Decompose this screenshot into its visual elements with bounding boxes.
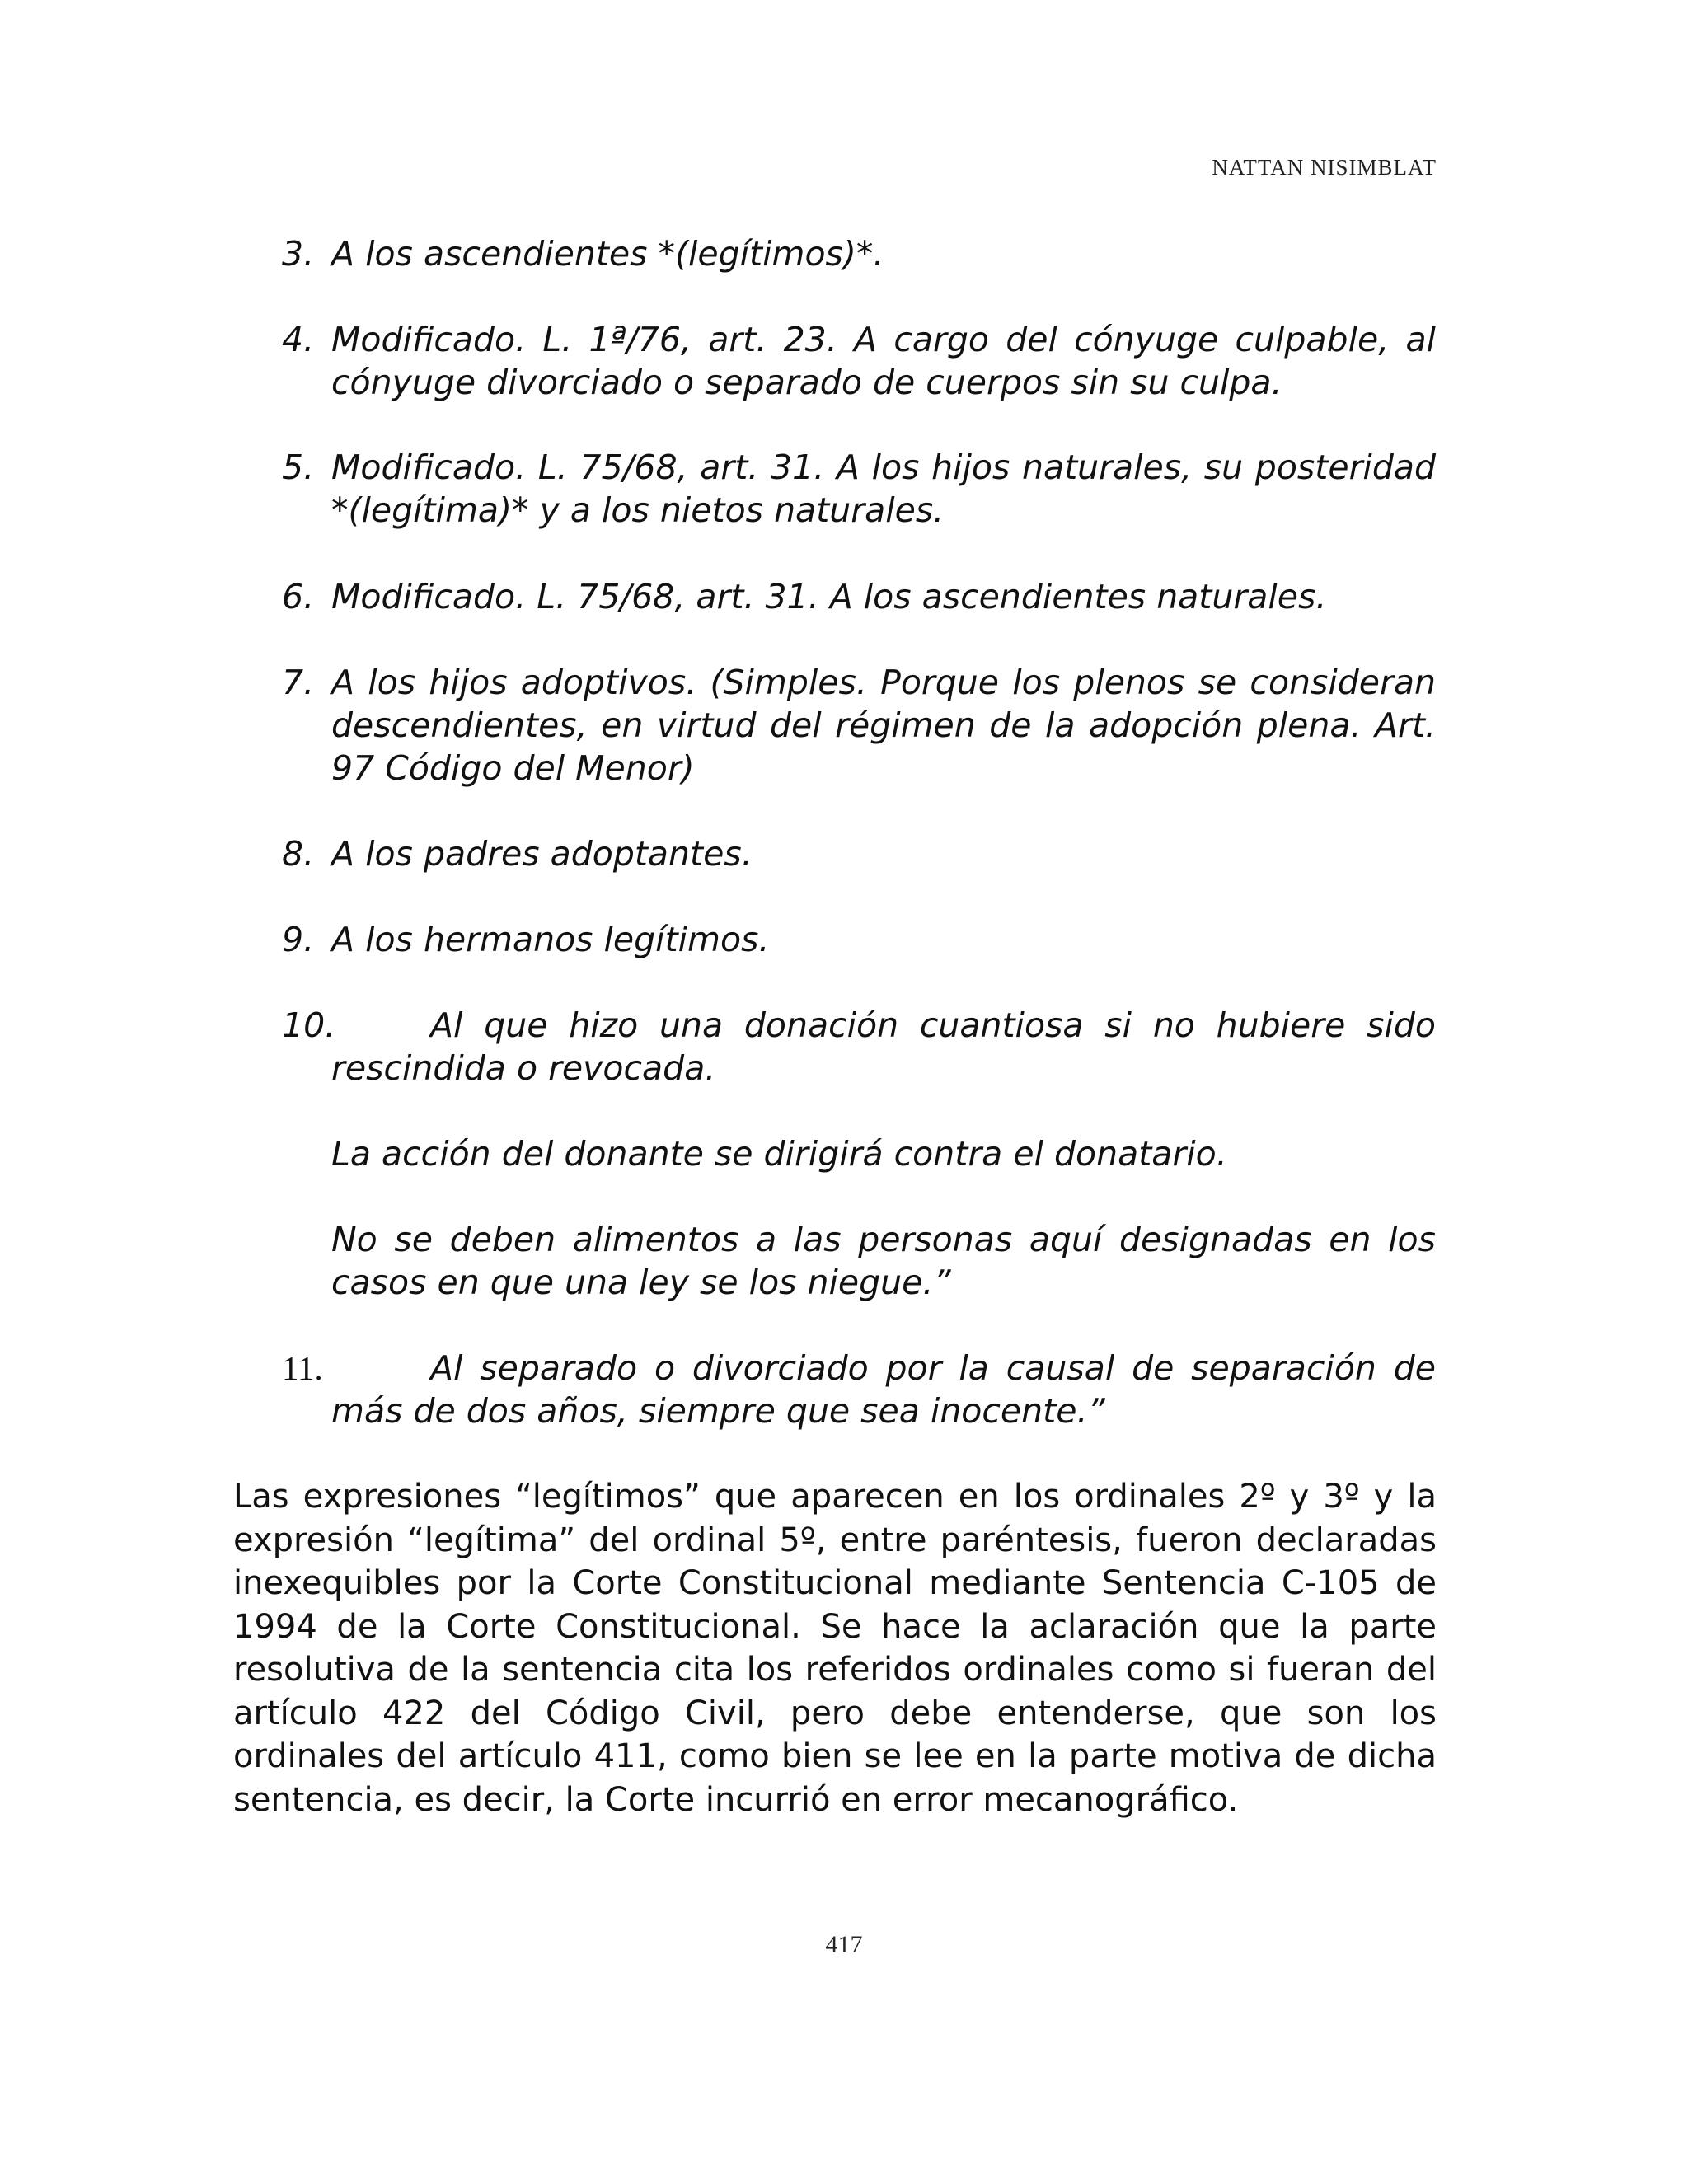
- list-item-6: [282, 575, 1436, 618]
- sub-paragraph: La acción del donante se dirigirá contra el donatario.: [331, 1134, 1227, 1174]
- list-number: 3.: [282, 234, 315, 274]
- list-text: Modificado. L. 75/68, art. 31. A los ascendientes naturales.: [331, 577, 1327, 616]
- list-number: 11.: [282, 1349, 323, 1387]
- list-text: Al que hizo una donación cuantiosa si no hubiere sido rescindida o revocada.: [331, 1005, 1436, 1088]
- list-number: 5.: [282, 448, 315, 487]
- sub-paragraph: No se deben alimentos a las personas aquí designadas en los casos en que una ley se los niegue.”: [331, 1220, 1436, 1302]
- list-item-3: [282, 232, 1436, 275]
- list-item-11: [282, 1347, 1436, 1432]
- list-number: 10.: [282, 1005, 336, 1045]
- list-item-4: [282, 318, 1436, 404]
- list-number: 6.: [282, 577, 315, 616]
- list-text: Modificado. L. 75/68, art. 31. A los hijos naturales, su posteridad *(legítima)* y a los nietos naturales.: [331, 448, 1436, 530]
- list-number: 4.: [282, 320, 315, 359]
- list-text: A los hijos adoptivos. (Simples. Porque los plenos se consideran descendientes, en virtud del régimen de la adopción plena. Art. 97 Código del Menor): [331, 663, 1436, 788]
- list-number: 8.: [282, 834, 315, 874]
- list-item-7: [282, 661, 1436, 790]
- page-number: 417: [825, 1931, 863, 1958]
- list-text: Al separado o divorciado por la causal de separación de más de dos años, siempre que sea inocente.”: [331, 1348, 1436, 1431]
- list-text: A los ascendientes *(legítimos)*.: [331, 234, 884, 274]
- list-text: A los hermanos legítimos.: [331, 920, 770, 959]
- running-header: NATTAN NISIMBLAT: [1212, 155, 1437, 180]
- list-number: 7.: [282, 663, 315, 702]
- list-text: Modificado. L. 1ª/76, art. 23. A cargo del cónyuge culpable, al cónyuge divorciado o separado de cuerpos sin su culpa.: [331, 320, 1436, 402]
- list-number: 9.: [282, 920, 315, 959]
- list-item-8: [282, 832, 1436, 875]
- list-item-9: [282, 918, 1436, 961]
- list-item-10: [282, 1004, 1436, 1090]
- body-paragraph: Las expresiones “legítimos” que aparecen en los ordinales 2º y 3º y la expresión “legítima” del ordinal 5º, entre paréntesis, fueron declaradas inexequibles por la Corte Constitucional mediante Sentencia C-105 de 1994 de la Corte Constitucional. Se hace la aclaración que la parte resolutiva de la sentencia cita los referidos ordinales como si fueran del artículo 422 del Código Civil, pero debe entenderse, que son los ordinales del artículo 411, como bien se lee en la parte motiva de dicha sentencia, es decir, la Corte incurrió en error mecanográfico.: [233, 1478, 1437, 1819]
- list-item-5: [282, 446, 1436, 532]
- list-text: A los padres adoptantes.: [331, 834, 753, 874]
